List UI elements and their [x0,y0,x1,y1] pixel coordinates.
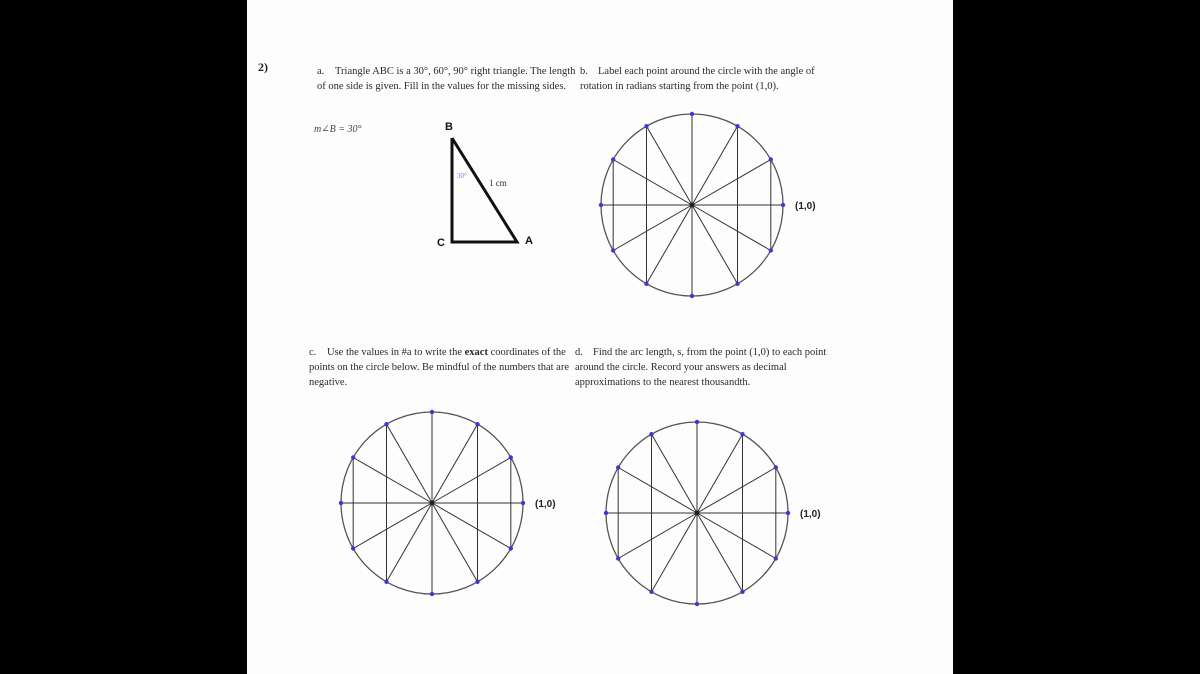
part-d-text: Find the arc length, s, from the point (1,0) to each point around the circle. Record your answers as decimal approximations to the nearest thousandth. [575,347,827,388]
radius-line [618,468,697,514]
part-a-text: Triangle ABC is a 30°, 60°, 90° right triangle. The length of one side is given. Fill in the values for the missing sides. [317,66,576,92]
point-1-0-label: (1,0) [800,509,821,520]
part-d-label: d. [575,347,583,358]
angle-given: m∠B = 30° [314,124,362,135]
circle-point [649,432,653,436]
vertex-c-label: C [437,237,445,249]
part-c-text-end: coordinates of the points on the circle below. Be mindful of the numbers that are negative. [309,347,569,388]
part-b-text: Label each point around the circle with the angle of rotation in radians starting from the point (1,0). [580,66,815,92]
question-number: 2) [258,60,268,74]
circle-point [695,602,699,606]
vertex-a-label: A [525,235,533,247]
worksheet-page [247,0,953,674]
radius-line [652,434,698,513]
angle-mark: 30° [457,172,467,180]
radius-line [652,513,698,592]
hypotenuse-label: 1 cm [489,178,507,188]
circle-point [616,465,620,469]
center-point [695,511,700,516]
vertex-b-label: B [445,121,453,133]
circle-point [786,511,790,515]
circle-point [649,590,653,594]
part-b-label: b. [580,66,588,77]
radius-line [697,513,743,592]
part-c-label: c. [309,347,317,358]
radius-line [618,513,697,559]
radius-line [697,468,776,514]
circle-point [695,420,699,424]
radius-line [697,434,743,513]
circle-point [774,556,778,560]
part-a-label: a. [317,66,325,77]
unit-circle-d [247,0,953,674]
radius-line [697,513,776,559]
circle-point [616,556,620,560]
point-1-0-label: (1,0) [795,201,816,212]
circle-point [740,590,744,594]
part-c-text: Use the values in #a to write the [327,347,465,358]
circle-point [740,432,744,436]
part-c-emphasis: exact [464,347,488,358]
point-1-0-label: (1,0) [535,499,556,510]
circle-point [774,465,778,469]
circle-point [604,511,608,515]
